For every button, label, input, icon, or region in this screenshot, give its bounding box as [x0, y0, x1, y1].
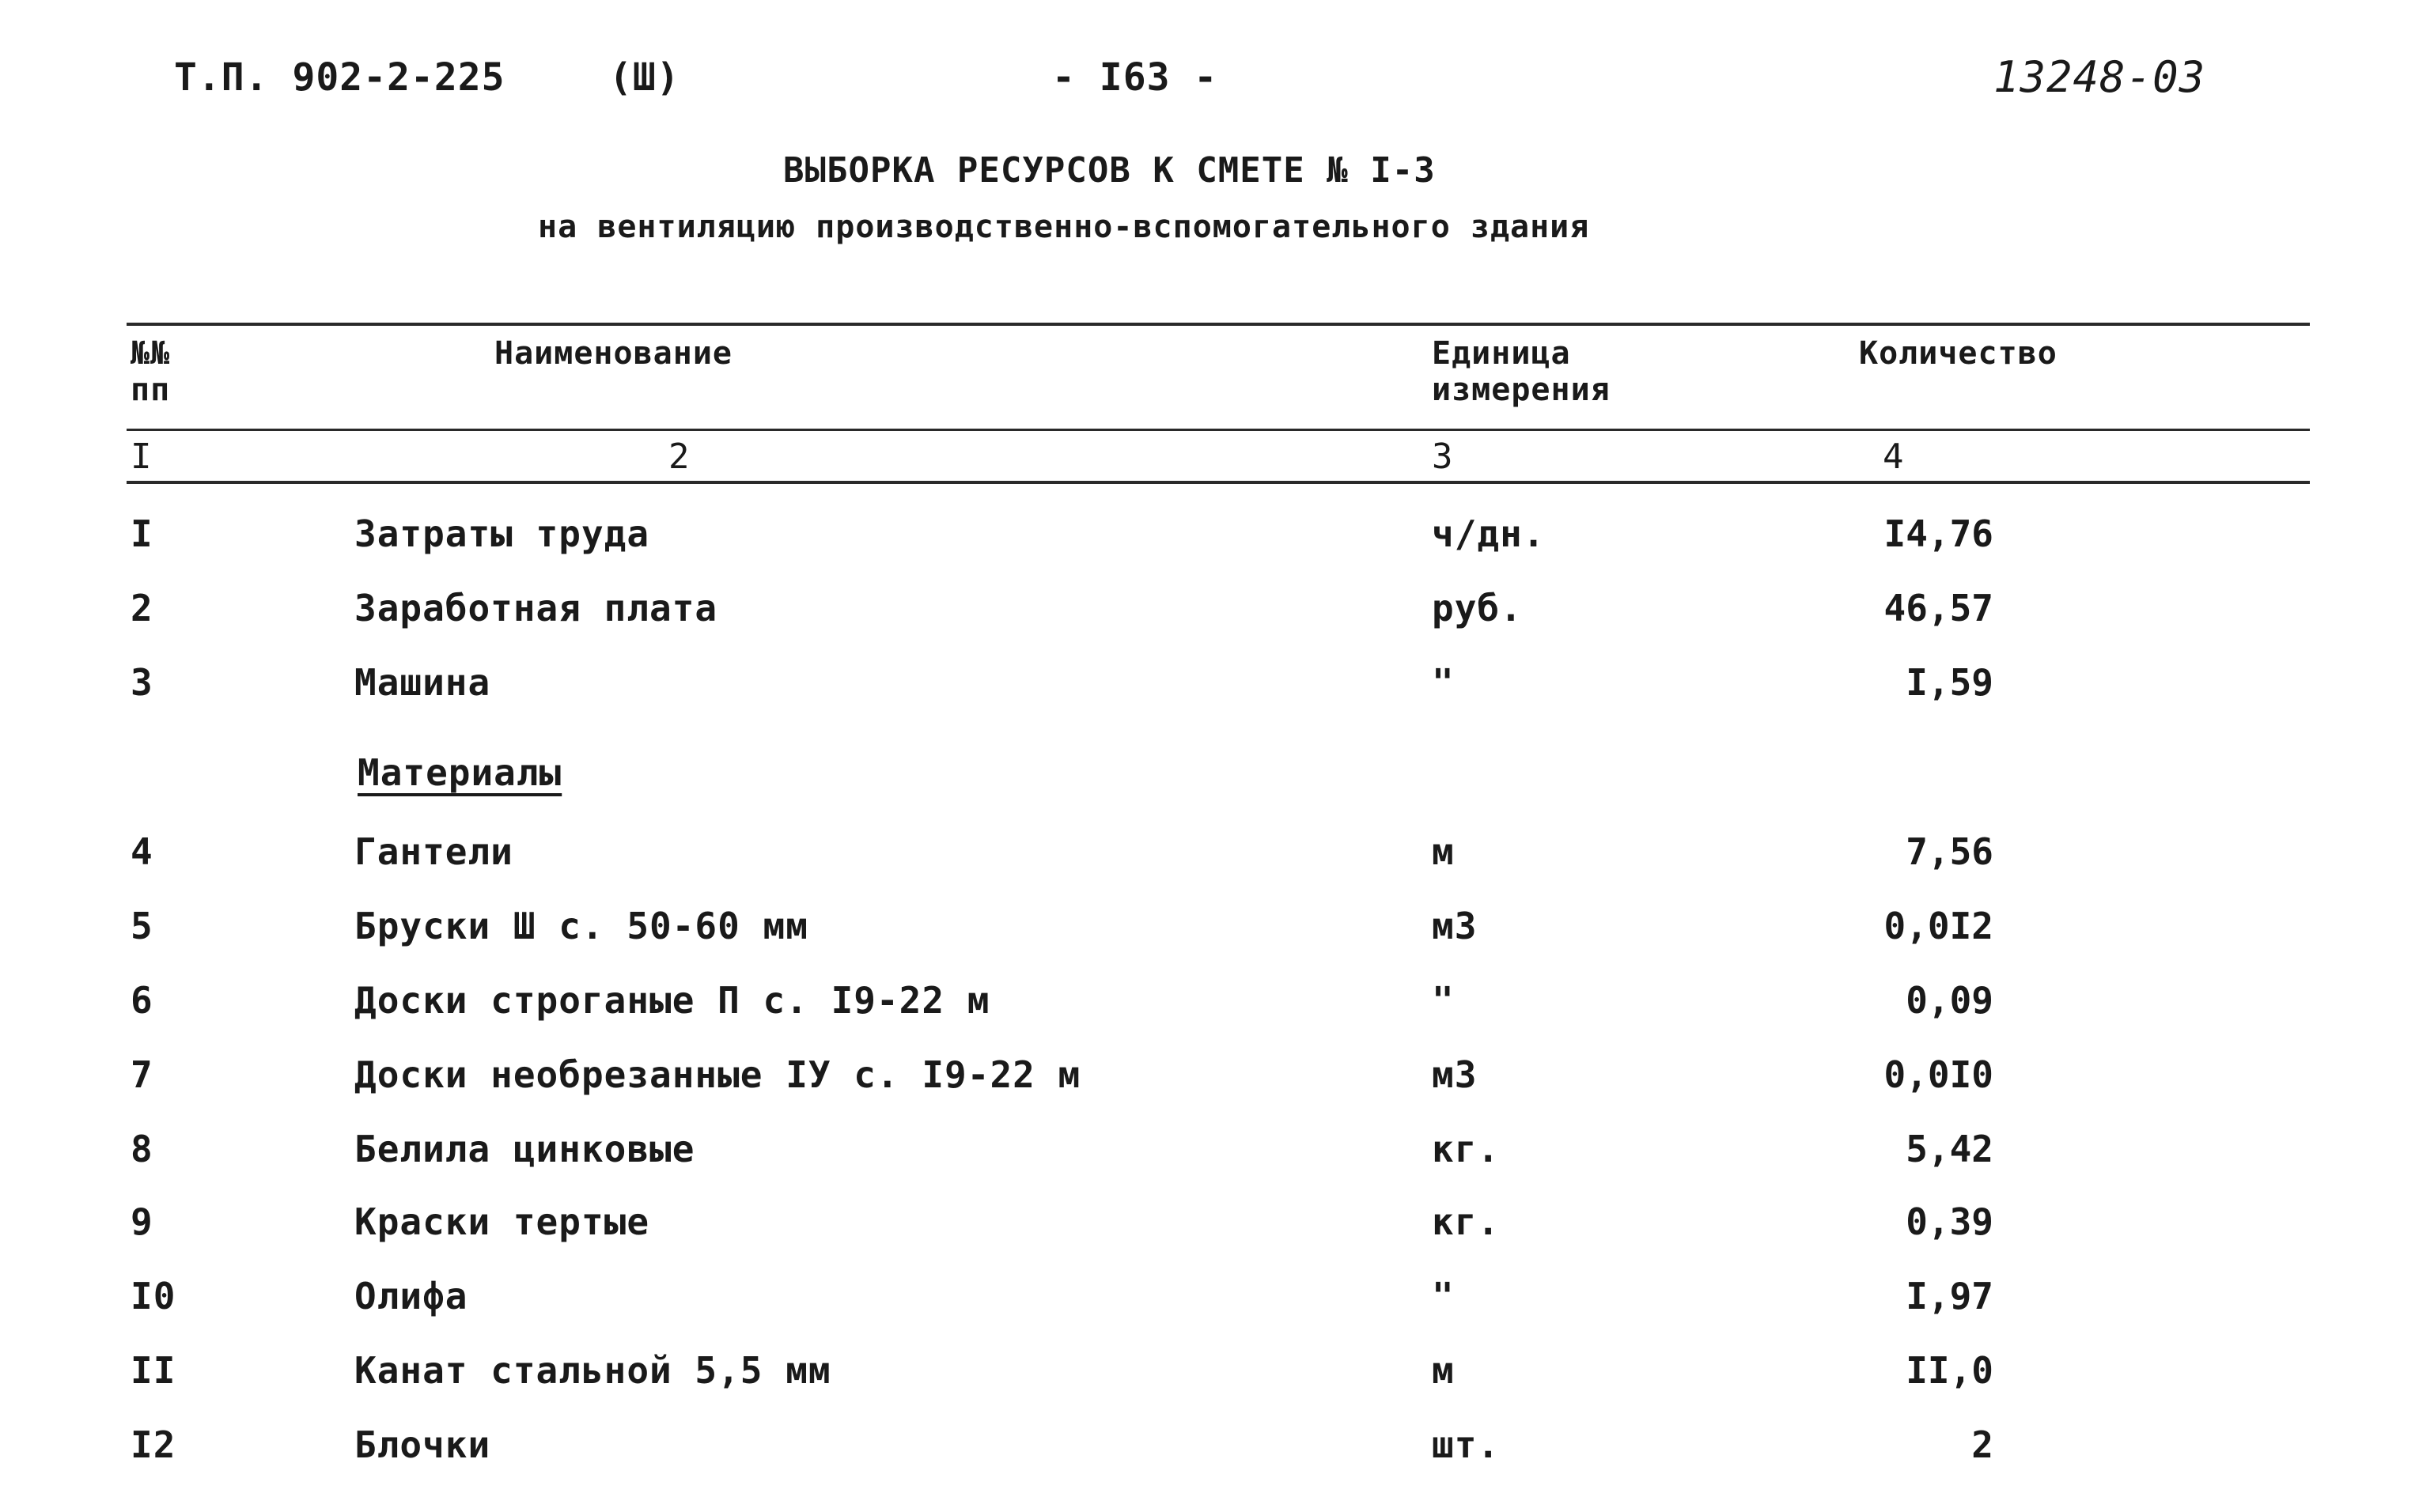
row-unit: ч/дн. [1432, 512, 1546, 555]
column-header-name: Наименование [494, 335, 733, 372]
row-quantity: 46,57 [1883, 587, 1993, 629]
row-number: 4 [131, 830, 153, 873]
row-number: II [131, 1349, 176, 1392]
row-name: Доски необрезанные IУ с. I9-22 м [354, 1053, 1081, 1096]
row-quantity: II,0 [1906, 1349, 1993, 1392]
row-quantity: 0,0I0 [1883, 1053, 1993, 1096]
row-name: Гантели [354, 830, 513, 873]
row-unit: кг. [1432, 1128, 1501, 1170]
header-bottom-rule [127, 429, 2310, 431]
row-number: I2 [131, 1423, 176, 1466]
column-header-number-label: №№ пп [131, 335, 171, 408]
row-number: I [131, 512, 153, 555]
row-unit: руб. [1432, 587, 1523, 629]
row-unit: кг. [1432, 1200, 1501, 1243]
row-quantity: I4,76 [1883, 512, 1993, 555]
row-unit: м [1432, 830, 1455, 873]
row-name: Блочки [354, 1423, 491, 1466]
row-quantity: 7,56 [1906, 830, 1993, 873]
row-name: Доски строганые П с. I9-22 м [354, 979, 990, 1022]
row-number: 9 [131, 1200, 153, 1243]
document-mark: (Ш) [609, 55, 680, 100]
section-heading-materials: Материалы [358, 751, 562, 794]
row-name: Машина [354, 661, 491, 704]
row-number: 3 [131, 661, 153, 704]
row-name: Канат стальной 5,5 мм [354, 1349, 831, 1392]
row-unit: " [1432, 661, 1455, 704]
row-number: I0 [131, 1275, 176, 1317]
row-unit: м3 [1432, 1053, 1478, 1096]
page-subtitle: на вентиляцию производственно-вспомогательного здания [538, 209, 1590, 245]
column-number: 4 [1883, 437, 1904, 477]
column-numbers-rule [127, 481, 2310, 484]
row-number: 5 [131, 905, 153, 947]
row-name: Затраты труда [354, 512, 650, 555]
column-number: I [131, 437, 152, 477]
row-unit: " [1432, 1275, 1455, 1317]
row-name: Олифа [354, 1275, 468, 1317]
row-name: Краски тертые [354, 1200, 650, 1243]
row-quantity: 2 [1971, 1423, 1993, 1466]
column-header-quantity: Количество [1859, 335, 2057, 372]
row-name: Белила цинковые [354, 1128, 695, 1170]
row-unit: " [1432, 979, 1455, 1022]
row-number: 7 [131, 1053, 153, 1096]
column-header-unit: Единица измерения [1432, 335, 1611, 408]
column-header-number [131, 335, 170, 408]
table-top-rule [127, 323, 2310, 326]
row-quantity: 5,42 [1906, 1128, 1993, 1170]
document-code: Т.П. 902-2-225 [174, 55, 505, 100]
row-quantity: I,97 [1906, 1275, 1993, 1317]
row-unit: м3 [1432, 905, 1478, 947]
row-number: 8 [131, 1128, 153, 1170]
document-number: 13248-03 [1993, 52, 2206, 102]
row-number: 6 [131, 979, 153, 1022]
row-quantity: 0,0I2 [1883, 905, 1993, 947]
page-title: ВЫБОРКА РЕСУРСОВ К СМЕТЕ № I-3 [783, 150, 1436, 191]
column-number: 3 [1432, 437, 1453, 477]
row-unit: шт. [1432, 1423, 1501, 1466]
row-number: 2 [131, 587, 153, 629]
row-quantity: I,59 [1906, 661, 1993, 704]
row-unit: м [1432, 1349, 1455, 1392]
row-name: Заработная плата [354, 587, 718, 629]
row-quantity: 0,39 [1906, 1200, 1993, 1243]
row-quantity: 0,09 [1906, 979, 1993, 1022]
column-number: 2 [668, 437, 690, 477]
page-number: - I63 - [1052, 55, 1218, 100]
row-name: Бруски Ш с. 50-60 мм [354, 905, 808, 947]
